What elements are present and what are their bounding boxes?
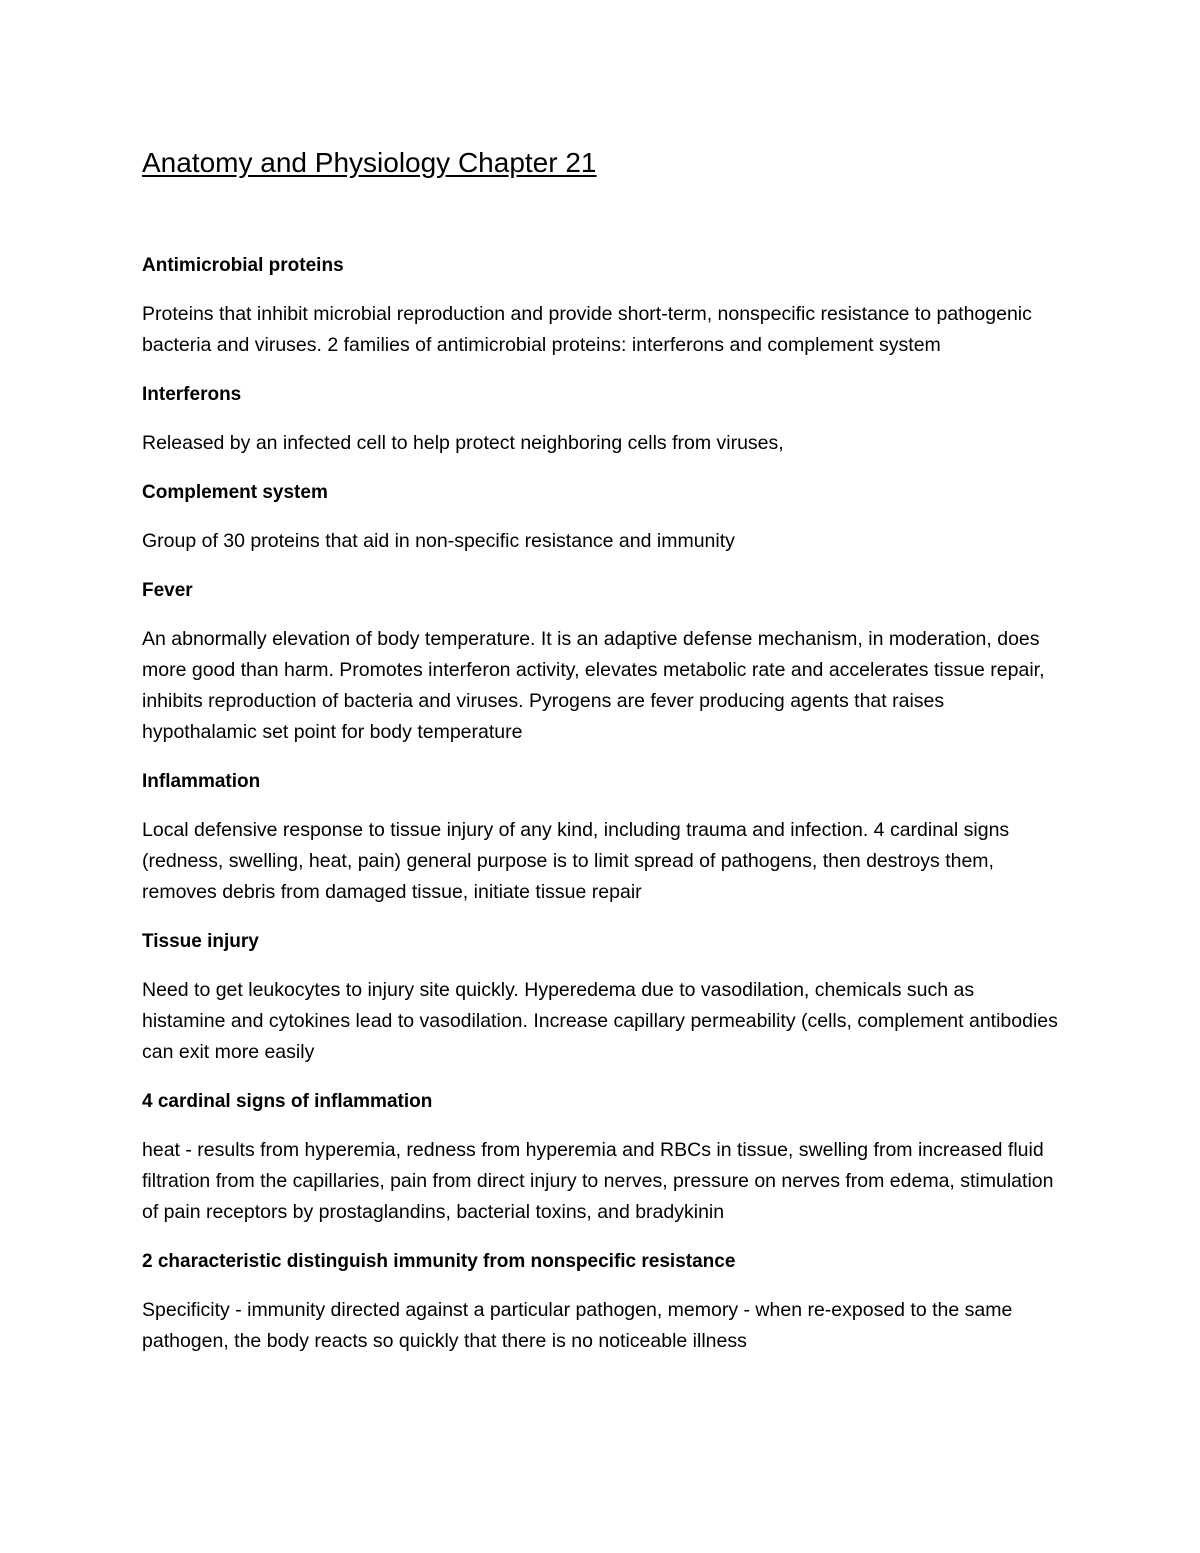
section-definition: Group of 30 proteins that aid in non-specific resistance and immunity (142, 530, 735, 552)
section-term: Complement system (142, 482, 328, 503)
section-definition: heat - results from hyperemia, redness from hyperemia and RBCs in tissue, swelling from increased fluid filtration from the capillaries, pain from direct injury to nerves, pressure on nerves from edema, stimulation of pain receptors by prostaglandins, bacterial toxins, and bradykinin (142, 1139, 1054, 1223)
section-cardinal-signs (142, 1089, 1062, 1228)
section-tissue-injury (142, 929, 1062, 1068)
section-term: Interferons (142, 384, 242, 405)
section-definition: An abnormally elevation of body temperature. It is an adaptive defense mechanism, in moderation, does more good than harm. Promotes interferon activity, elevates metabolic rate and accelerates tissue repair, inhibits reproduction of bacteria and viruses. Pyrogens are fever producing agents that raises hypothalamic set point for body temperature (142, 628, 1045, 743)
section-fever (142, 578, 1062, 748)
section-term: Tissue injury (142, 931, 259, 952)
section-term: 2 characteristic distinguish immunity from nonspecific resistance (142, 1251, 736, 1272)
section-term: Antimicrobial proteins (142, 255, 344, 276)
section-definition: Specificity - immunity directed against a particular pathogen, memory - when re-exposed to the same pathogen, the body reacts so quickly that there is no noticeable illness (142, 1299, 1013, 1352)
section-inflammation (142, 769, 1062, 908)
section-definition: Released by an infected cell to help protect neighboring cells from viruses, (142, 432, 784, 454)
document-body (142, 143, 1062, 1378)
section-term: Fever (142, 580, 193, 601)
section-definition: Need to get leukocytes to injury site quickly. Hyperedema due to vasodilation, chemicals such as histamine and cytokines lead to vasodilation. Increase capillary permeability (cells, complement antibodies can exit more easily (142, 979, 1058, 1063)
section-list (142, 253, 1062, 1357)
section-immunity-characteristics (142, 1249, 1062, 1357)
section-interferons (142, 382, 1062, 459)
section-term: 4 cardinal signs of inflammation (142, 1091, 433, 1112)
document-title: Anatomy and Physiology Chapter 21 (142, 147, 597, 178)
section-definition: Local defensive response to tissue injury of any kind, including trauma and infection. 4 cardinal signs (redness, swelling, heat, pain) general purpose is to limit spread of pathogens, then destroys them, removes debris from damaged tissue, initiate tissue repair (142, 819, 1010, 903)
section-term: Inflammation (142, 771, 261, 792)
section-antimicrobial-proteins (142, 253, 1062, 361)
section-definition: Proteins that inhibit microbial reproduction and provide short-term, nonspecific resistance to pathogenic bacteria and viruses. 2 families of antimicrobial proteins: interferons and complement system (142, 303, 1032, 356)
section-complement-system (142, 480, 1062, 557)
